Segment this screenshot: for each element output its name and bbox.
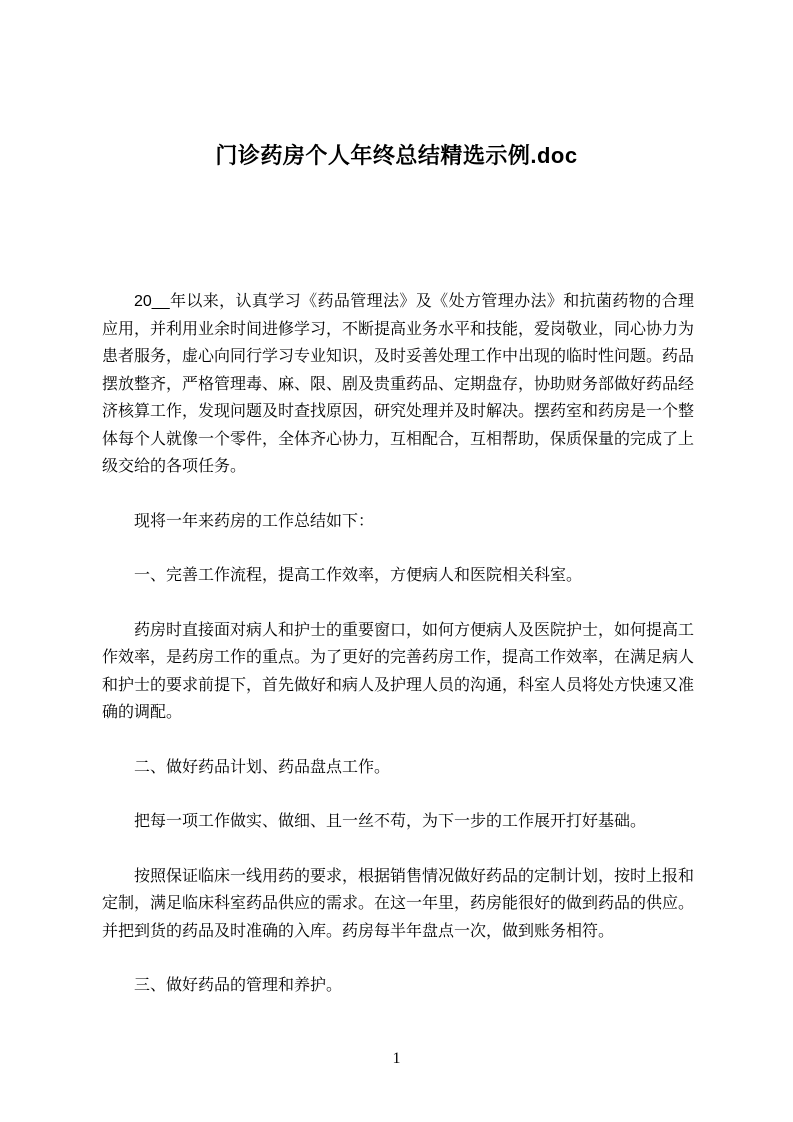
page-number: 1 [392, 1050, 401, 1067]
paragraph: 20__年以来，认真学习《药品管理法》及《处方管理办法》和抗菌药物的合理应用，并利用业余时间进修学习，不断提高业务水平和技能，爱岗敬业，同心协力为患者服务，虚心向同行学习专业知识，及时妥善处理工作中出现的临时性问题。药品摆放整齐，严格管理毒、麻、限、剧及贵重药品、定期盘存，协助财务部做好药品经济核算工作，发现问题及时查找原因，研究处理并及时解决。摆药室和药房是一个整体每个人就像一个零件，全体齐心协力，互相配合，互相帮助，保质保量的完成了上级交给的各项任务。 [102, 293, 695, 475]
paragraph: 一、完善工作流程，提高工作效率，方便病人和医院相关科室。 [134, 567, 583, 584]
paragraph: 药房时直接面对病人和护士的重要窗口，如何方便病人及医院护士，如何提高工作效率，是药房工作的重点。为了更好的完善药房工作，提高工作效率，在满足病人和护士的要求前提下，首先做好和病人及护理人员的沟通，科室人员将处方快速又准确的调配。 [102, 621, 695, 721]
document-body [102, 288, 694, 1000]
paragraph: 按照保证临床一线用药的要求，根据销售情况做好药品的定制计划，按时上报和定制，满足临床科室药品供应的需求。在这一年里，药房能很好的做到药品的供应。并把到货的药品及时准确的入库。药房每半年盘点一次，做到账务相符。 [102, 867, 695, 940]
paragraph: 二、做好药品计划、药品盘点工作。 [134, 758, 391, 776]
document-title: 门诊药房个人年终总结精选示例.doc [215, 143, 578, 168]
paragraph: 现将一年来药房的工作总结如下： [134, 512, 375, 530]
paragraph: 把每一项工作做实、做细、且一丝不苟，为下一步的工作展开打好基础。 [134, 813, 647, 830]
paragraph: 三、做好药品的管理和养护。 [134, 977, 343, 994]
